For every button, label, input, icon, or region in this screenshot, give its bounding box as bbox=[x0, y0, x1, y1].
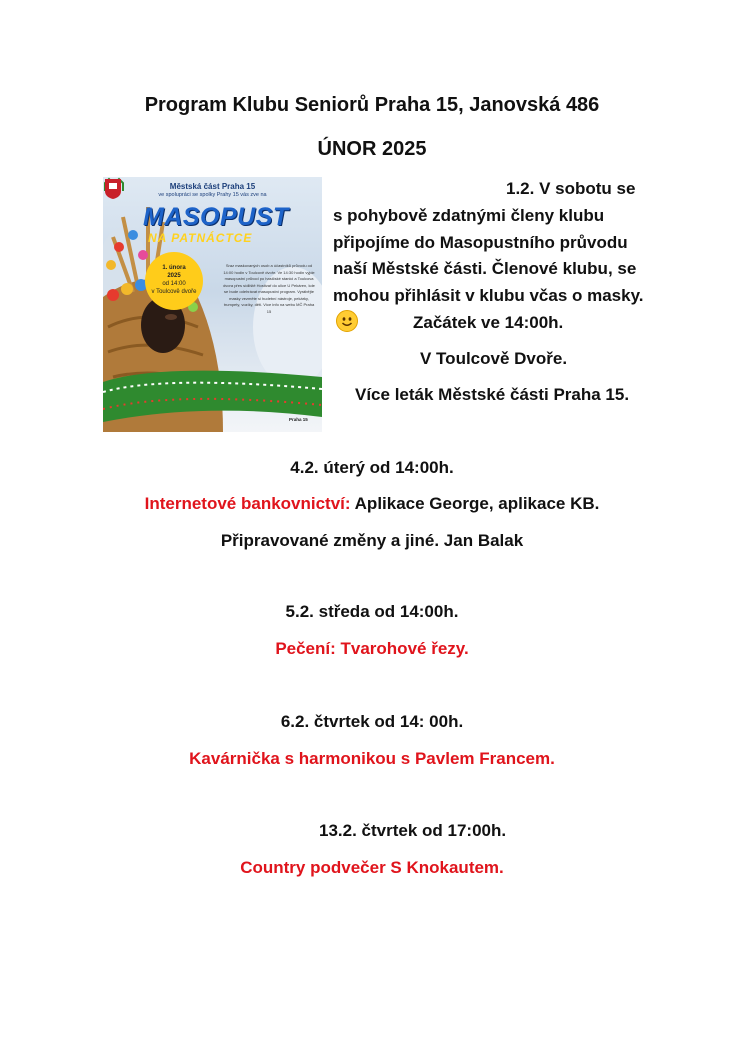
intro-line-5: mohou přihlásit v klubu včas o masky. bbox=[333, 286, 644, 305]
intro-line-3: připojíme do Masopustního průvodu bbox=[333, 233, 628, 252]
poster-date-year: 2025 bbox=[167, 273, 181, 279]
intro-line-2: s pohybově zdatnými členy klubu bbox=[333, 206, 605, 225]
poster-heading: Městská část Praha 15 bbox=[169, 182, 256, 191]
event-4-date: 13.2. čtvrtek od 17:00h. bbox=[319, 821, 507, 840]
event-1-detail: Připravované změny a jiné. Jan Balak bbox=[220, 531, 524, 550]
poster-logo-caption: Praha 15 bbox=[289, 417, 308, 422]
event-1-title-highlight: Internetové bankovnictví: bbox=[144, 494, 351, 513]
event-1-title bbox=[0, 494, 744, 514]
page-title: Program Klubu Seniorů Praha 15, Janovská 486 bbox=[144, 94, 600, 116]
poster-title: MASOPUST bbox=[143, 203, 289, 231]
event-2-date: 5.2. středa od 14:00h. bbox=[285, 602, 459, 621]
event-1-date: 4.2. úterý od 14:00h. bbox=[290, 458, 454, 477]
smiling-face-emoji-icon bbox=[336, 310, 358, 332]
poster-date-day: 1. února bbox=[162, 265, 186, 271]
poster-body-text: Sraz maskovaných osob a účastníků průvodu od 14:00 hodin v Toulcově dvoře. Ve 14:30 hodin vyjde masopustní průvod po hasičské stanici a Toulcova dvora přes sídliště Hostivař do ulice U Pekáren, kde se bude odehrávat masopustní program. Vyrábějte masky vezměte si hudební nástroje, pekárky, trumpety, vozíky, děti. Více info na webu MČ Praha 15 bbox=[223, 263, 315, 314]
poster-date-badge bbox=[145, 252, 203, 310]
intro-leaflet-note: Více leták Městské části Praha 15. bbox=[355, 385, 630, 404]
event-4-title: Country podvečer S Knokautem. bbox=[240, 858, 504, 877]
poster-subheading: ve spolupráci se spolky Prahy 15 vás zve na bbox=[158, 192, 267, 198]
poster-date-time: od 14:00 bbox=[162, 281, 186, 287]
praha-15-coat-of-arms-icon bbox=[103, 177, 123, 203]
intro-line-1: 1.2. V sobotu se bbox=[506, 179, 636, 198]
poster-date-place: v Toulcově dvoře bbox=[151, 289, 197, 295]
month-heading: ÚNOR 2025 bbox=[317, 138, 427, 160]
intro-start-time: Začátek ve 14:00h. bbox=[413, 313, 564, 332]
event-2-title: Pečení: Tvarohové řezy. bbox=[275, 639, 469, 658]
event-1-title-rest: Aplikace George, aplikace KB. bbox=[350, 494, 600, 513]
poster-title-line2: NA PATNÁCTCE bbox=[148, 231, 253, 245]
masopust-poster bbox=[103, 177, 322, 432]
event-3-date: 6.2. čtvrtek od 14: 00h. bbox=[280, 712, 464, 731]
intro-location: V Toulcově Dvoře. bbox=[420, 349, 568, 368]
intro-line-4: naší Městské části. Členové klubu, se bbox=[333, 259, 637, 278]
event-3-title: Kavárnička s harmonikou s Pavlem Francem. bbox=[189, 749, 555, 768]
